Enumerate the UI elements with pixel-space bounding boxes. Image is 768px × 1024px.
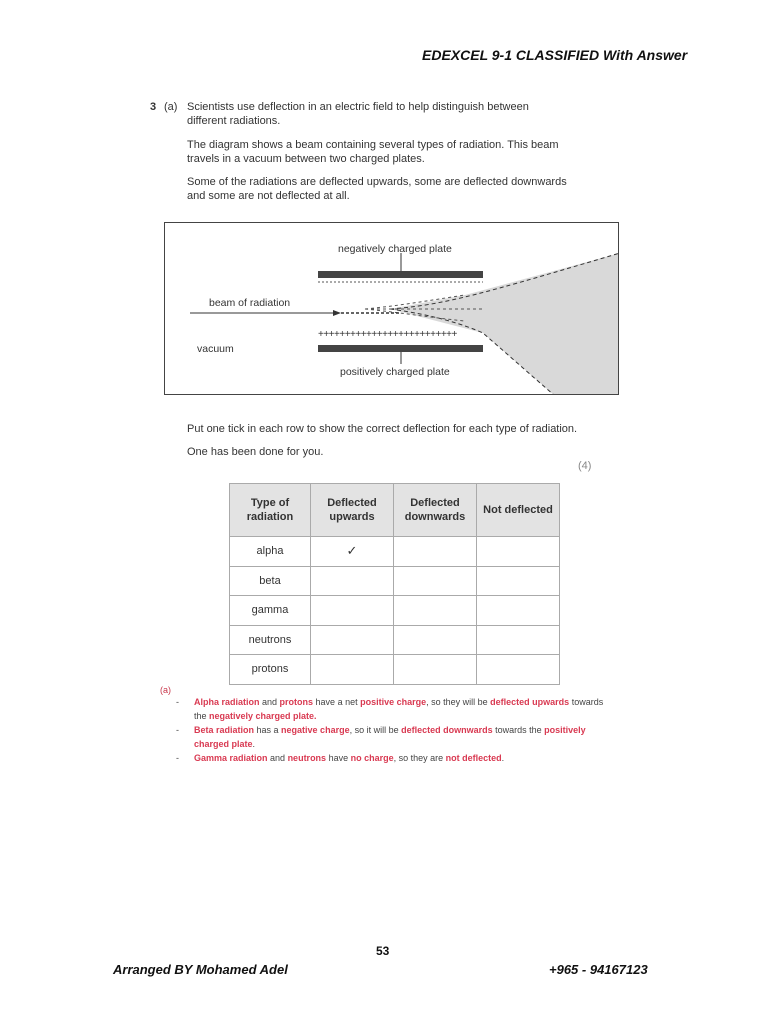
header-downwards: Deflected downwards xyxy=(394,484,477,537)
beam-label: beam of radiation xyxy=(209,297,291,309)
instruction-line-2: One has been done for you. xyxy=(187,446,324,458)
negative-plate xyxy=(318,271,483,278)
tick-cell-not-deflected[interactable] xyxy=(477,596,560,626)
vacuum-label: vacuum xyxy=(197,343,234,355)
highlighted-term: negatively charged plate. xyxy=(209,711,317,721)
tick-cell-upwards[interactable] xyxy=(311,566,394,596)
tick-cell-upwards[interactable] xyxy=(311,655,394,685)
answer-text-segment: have xyxy=(326,753,351,763)
question-paragraph-2 xyxy=(187,139,587,166)
positive-plate-label: positively charged plate xyxy=(340,366,450,378)
answer-line xyxy=(194,723,624,737)
answer-block: (a) - Alpha radiation and protons have a net positive charge, so they will be deflected upwards towards the negatively charged plate. - Beta radiation has a negative charge, so it will be deflected downwards towards the positively charged plate. - Gamma radiation and neutrons have no charge, so they are not deflected. xyxy=(160,683,630,697)
tick-cell-upwards[interactable] xyxy=(311,596,394,626)
tick-cell-upwards[interactable] xyxy=(311,625,394,655)
tick-cell-not-deflected[interactable] xyxy=(477,537,560,567)
highlighted-term: Alpha radiation xyxy=(194,697,260,707)
table-header-row xyxy=(230,484,560,537)
highlighted-term: charged plate xyxy=(194,739,253,749)
tick-cell-not-deflected[interactable] xyxy=(477,625,560,655)
paragraph-line: different radiations. xyxy=(187,114,281,127)
table-row xyxy=(230,655,560,685)
header-type: Type of radiation xyxy=(230,484,311,537)
answer-text-segment: , so it will be xyxy=(349,725,402,735)
answer-text xyxy=(194,751,624,765)
tick-cell-downwards[interactable] xyxy=(394,596,477,626)
tick-cell-downwards[interactable] xyxy=(394,537,477,567)
header-not-deflected: Not deflected xyxy=(477,484,560,537)
tick-cell-not-deflected[interactable] xyxy=(477,655,560,685)
answer-text-segment: have a net xyxy=(313,697,361,707)
highlighted-term: deflected downwards xyxy=(401,725,493,735)
negative-plate-label: negatively charged plate xyxy=(338,243,452,255)
answer-text-segment: has a xyxy=(254,725,282,735)
highlighted-term: Beta radiation xyxy=(194,725,255,735)
highlighted-term: positive charge xyxy=(360,697,427,707)
table-row xyxy=(230,537,560,567)
beam-arrowhead xyxy=(333,310,341,316)
paragraph-line: The diagram shows a beam containing several types of radiation. This beam xyxy=(187,139,559,151)
answer-line xyxy=(194,709,624,723)
tick-cell-downwards[interactable] xyxy=(394,625,477,655)
answer-line xyxy=(194,751,624,765)
radiation-type: alpha xyxy=(230,537,311,567)
table-row xyxy=(230,566,560,596)
highlighted-term: not deflected xyxy=(445,753,502,763)
header-upwards: Deflected upwards xyxy=(311,484,394,537)
footer-phone: +965 - 94167123 xyxy=(549,962,648,977)
highlighted-term: deflected upwards xyxy=(490,697,570,707)
answer-label: (a) xyxy=(160,685,171,695)
question-paragraph-3 xyxy=(187,176,587,203)
answer-line xyxy=(194,695,624,709)
answer-text-segment: , so they are xyxy=(393,753,446,763)
radiation-type: gamma xyxy=(230,596,311,626)
answer-text-segment: towards the xyxy=(492,725,545,735)
paragraph-line: Some of the radiations are deflected upwards, some are deflected downwards xyxy=(187,176,567,188)
deflection-diagram xyxy=(164,222,619,395)
page-number: 53 xyxy=(376,944,390,958)
paragraph-line: Scientists use deflection in an electric field to help distinguish between xyxy=(187,101,529,113)
highlighted-term: Gamma radiation xyxy=(194,753,268,763)
answer-text-segment: , so they will be xyxy=(426,697,491,707)
positive-plate xyxy=(318,345,483,352)
tick-cell-not-deflected[interactable] xyxy=(477,566,560,596)
answer-text-segment: . xyxy=(252,739,256,749)
plus-signs: ++++++++++++++++++++++++++ xyxy=(318,329,457,340)
question-part: (a) xyxy=(164,101,178,113)
paragraph-line: travels in a vacuum between two charged plates. xyxy=(187,152,425,165)
highlighted-term: no charge xyxy=(350,753,394,763)
highlighted-term: positively xyxy=(544,725,586,735)
radiation-type: neutrons xyxy=(230,625,311,655)
answer-text xyxy=(194,695,624,723)
instruction-line-1: Put one tick in each row to show the correct deflection for each type of radiation. xyxy=(187,423,578,435)
footer-author: Arranged BY Mohamed Adel xyxy=(113,962,288,977)
answer-text-segment: . xyxy=(501,753,505,763)
answer-text-segment: and xyxy=(267,753,288,763)
answer-text xyxy=(194,723,624,751)
table-row xyxy=(230,625,560,655)
radiation-type: protons xyxy=(230,655,311,685)
deflection-table xyxy=(229,483,560,685)
tick-cell-downwards[interactable] xyxy=(394,655,477,685)
answer-text-segment: towards xyxy=(569,697,604,707)
highlighted-term: protons xyxy=(279,697,314,707)
tick-cell-downwards[interactable] xyxy=(394,566,477,596)
answer-text-segment: and xyxy=(259,697,280,707)
radiation-type: beta xyxy=(230,566,311,596)
highlighted-term: negative charge xyxy=(281,725,350,735)
table-row xyxy=(230,596,560,626)
answer-line xyxy=(194,737,624,751)
question-paragraph-1 xyxy=(187,101,587,128)
paragraph-line: and some are not deflected at all. xyxy=(187,189,350,202)
document-header-title: EDEXCEL 9-1 CLASSIFIED With Answer xyxy=(422,47,688,63)
highlighted-term: neutrons xyxy=(287,753,327,763)
tick-cell-upwards[interactable]: ✓ xyxy=(311,537,394,567)
marks-available: (4) xyxy=(578,460,592,472)
question-number: 3 xyxy=(150,101,157,113)
answer-text-segment: the xyxy=(194,711,210,721)
